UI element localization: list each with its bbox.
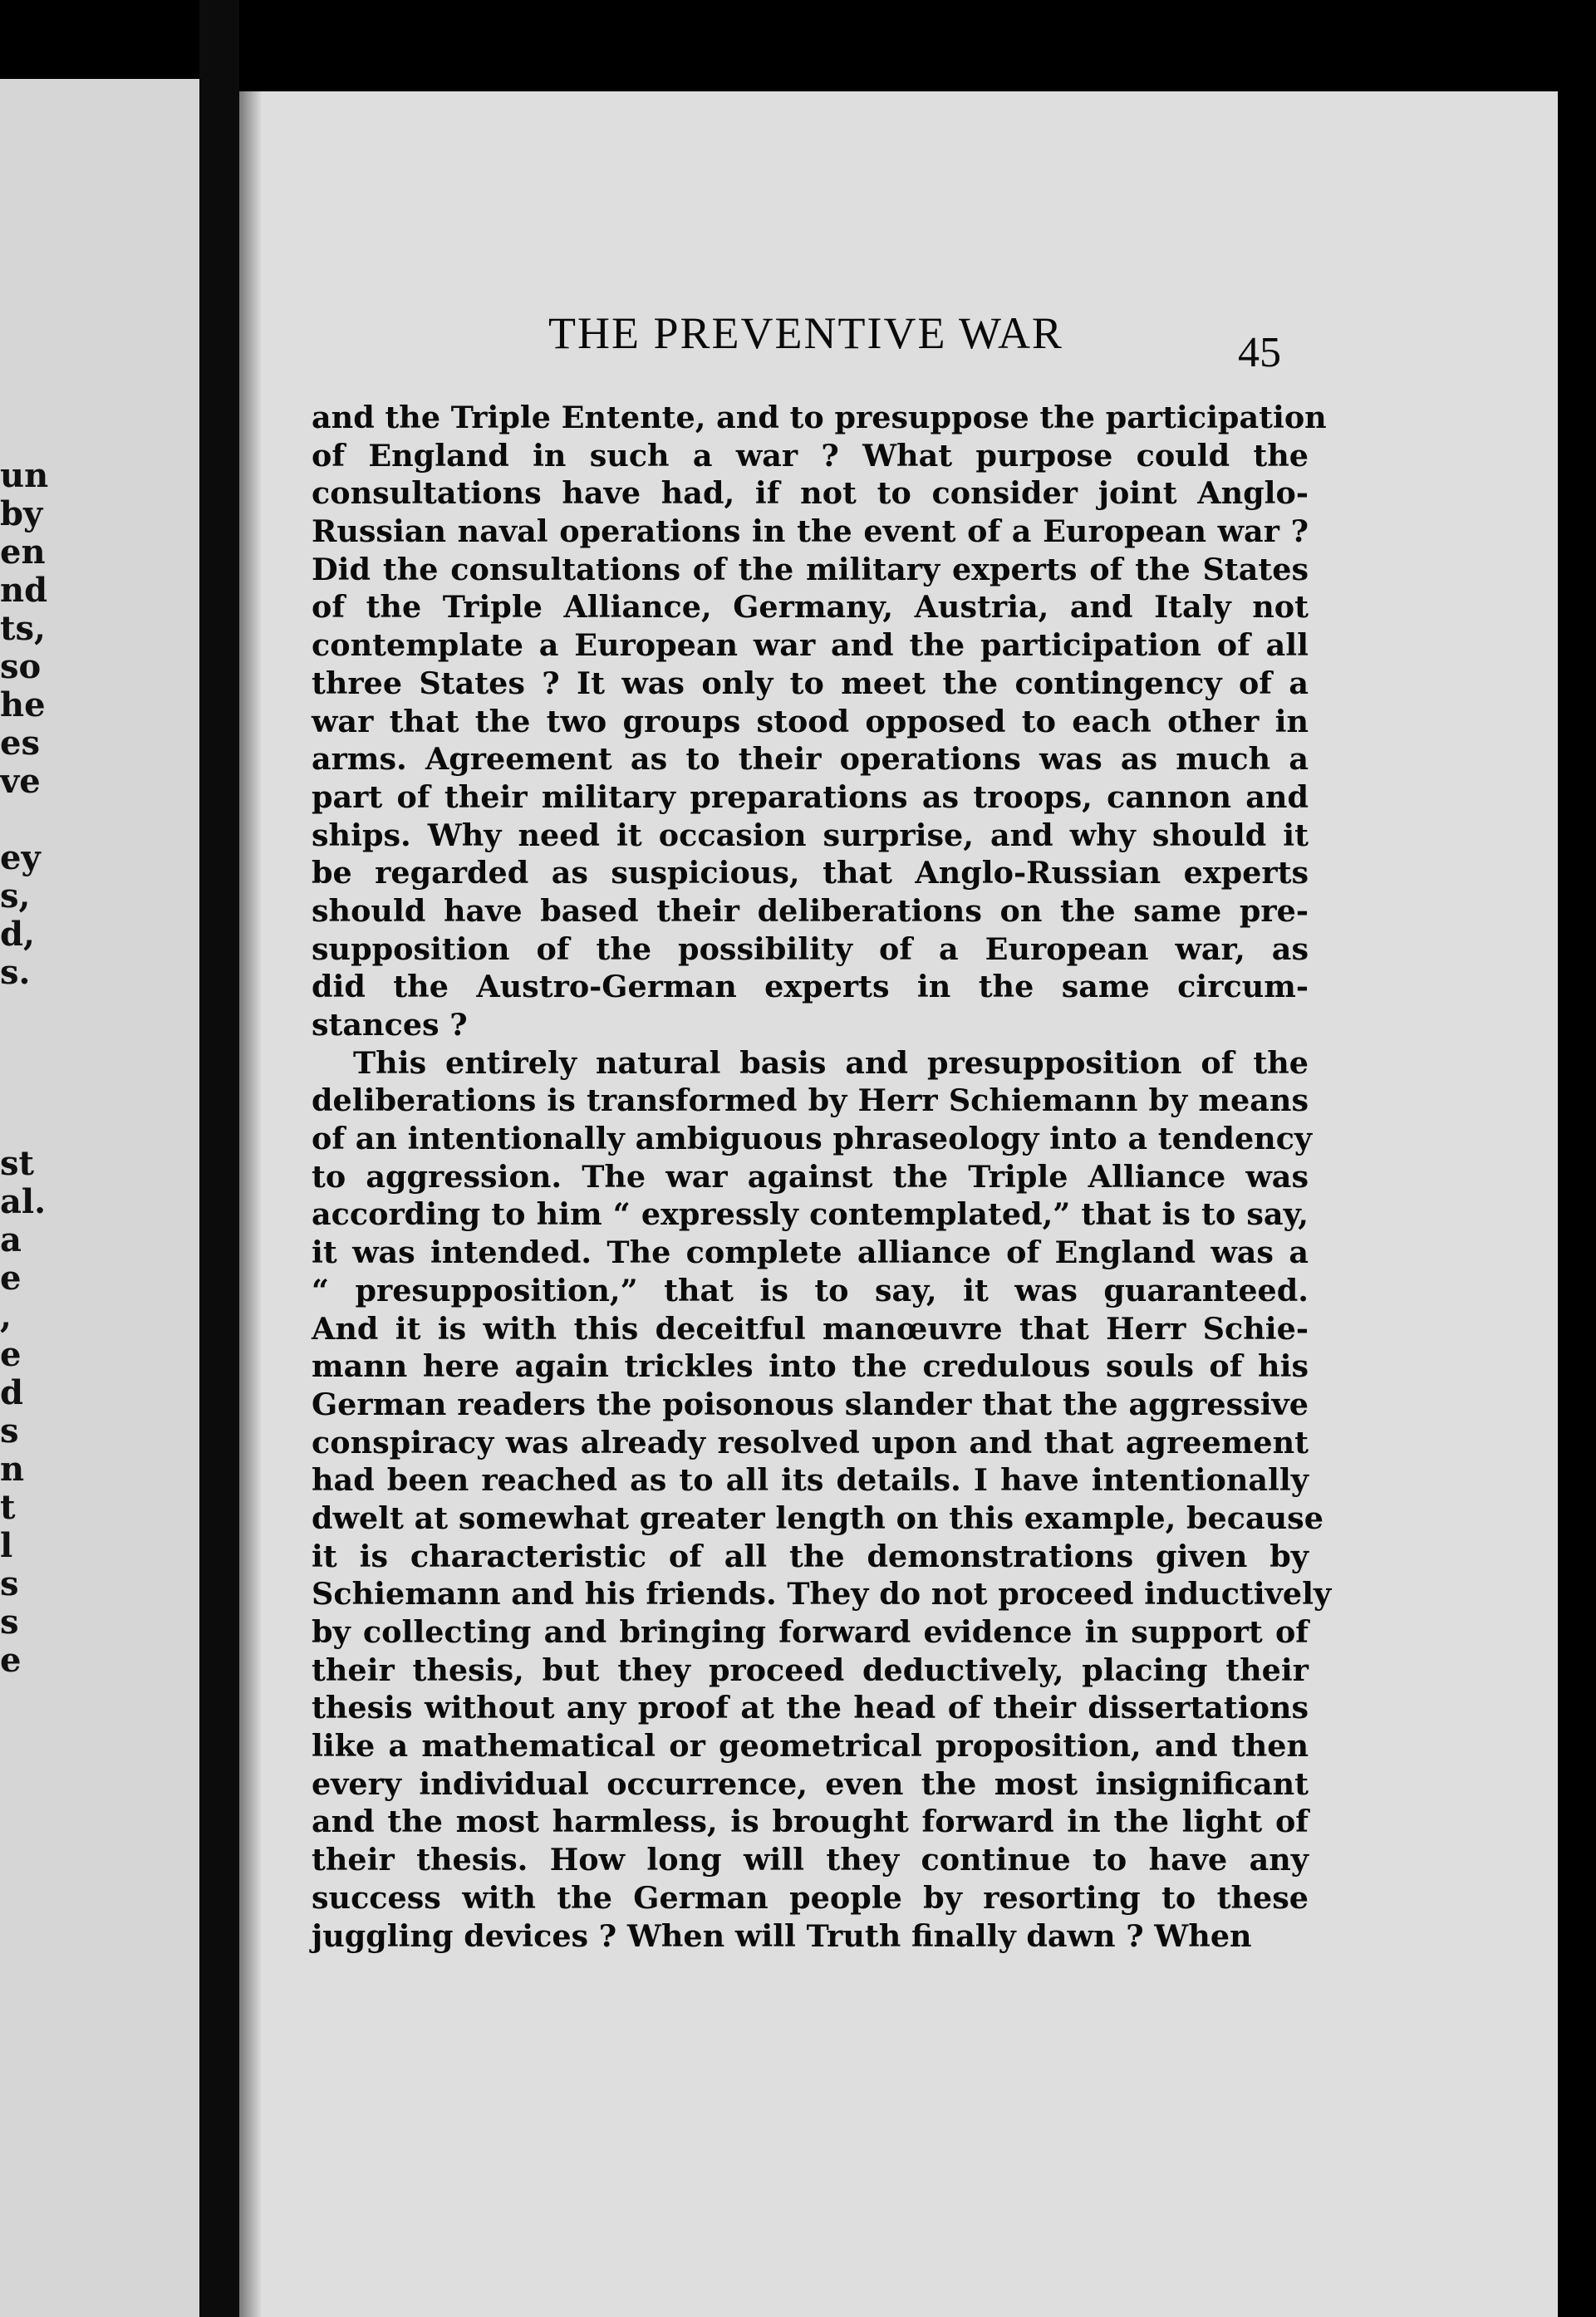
text-line: three States ? It was only to meet the contingency of a xyxy=(312,665,1309,701)
text-line: And it is with this deceitful manœuvre that Herr Schie- xyxy=(312,1310,1309,1347)
left-page-text-fragments xyxy=(0,457,66,1680)
left-page-fragment: t xyxy=(0,1488,16,1527)
text-line: Russian naval operations in the event of a European war ? xyxy=(312,513,1309,550)
text-line: arms. Agreement as to their operations was as much a xyxy=(312,741,1309,778)
left-page-fragment: s xyxy=(0,1603,19,1642)
left-page-fragment: he xyxy=(0,685,46,724)
left-page-fragment: s. xyxy=(0,953,31,992)
text-line: juggling devices ? When will Truth finally dawn ? When xyxy=(312,1917,1252,1954)
text-line: every individual occurrence, even the most insignificant xyxy=(312,1765,1309,1802)
left-page-fragment: l xyxy=(0,1526,13,1565)
left-page-fragment: es xyxy=(0,724,40,763)
left-page-fragment xyxy=(0,801,66,839)
text-line: and the Triple Entente, and to presuppose the participation xyxy=(312,400,1327,435)
left-page-fragment: by xyxy=(0,494,43,533)
text-line: and the most harmless, is brought forward in the light of xyxy=(312,1804,1309,1840)
text-line: stances ? xyxy=(312,1007,468,1043)
left-page-fragment: nd xyxy=(0,571,48,610)
left-page-fragment: ve xyxy=(0,762,41,801)
text-line: to aggression. The war against the Triple Alliance was xyxy=(312,1158,1309,1195)
body-text xyxy=(312,399,1332,1955)
left-page-fragment: e xyxy=(0,1259,22,1298)
page-number: 45 xyxy=(1238,329,1281,376)
text-line: it was intended. The complete alliance of England was a xyxy=(312,1235,1309,1271)
left-page-fragment: a xyxy=(0,1220,22,1259)
text-line: dwelt at somewhat greater length on this example, because xyxy=(312,1500,1323,1536)
text-line: This entirely natural basis and presupposition of the xyxy=(353,1044,1309,1081)
text-line: did the Austro-German experts in the same circum- xyxy=(312,969,1309,1005)
left-page-fragment: ey xyxy=(0,838,41,877)
text-line: it is characteristic of all the demonstrations given by xyxy=(312,1538,1309,1574)
text-line: be regarded as suspicious, that Anglo-Russian experts xyxy=(312,855,1309,891)
left-page-fragment: e xyxy=(0,1335,22,1374)
text-line: “ presupposition,” that is to say, it was guaranteed. xyxy=(312,1272,1309,1308)
text-line: Did the consultations of the military experts of the States xyxy=(312,551,1309,587)
left-page-fragment: al. xyxy=(0,1182,47,1221)
text-line: Schiemann and his friends. They do not proceed inductively xyxy=(312,1576,1332,1613)
left-page-fragment: , xyxy=(0,1297,12,1336)
text-line: consultations have had, if not to consider joint Anglo- xyxy=(312,475,1309,512)
left-page-fragment: ts, xyxy=(0,609,46,648)
text-line: their thesis, but they proceed deductively, placing their xyxy=(312,1652,1309,1688)
text-line: by collecting and bringing forward evidence in support of xyxy=(312,1614,1309,1650)
text-line: of an intentionally ambiguous phraseology into a tendency xyxy=(312,1121,1313,1157)
text-line: mann here again trickles into the credulous souls of his xyxy=(312,1348,1309,1385)
left-page-fragment: en xyxy=(0,533,46,572)
text-line: contemplate a European war and the participation of all xyxy=(312,627,1309,664)
text-line: like a mathematical or geometrical proposition, and then xyxy=(312,1728,1309,1765)
left-page-fragment: so xyxy=(0,647,42,686)
text-line: supposition of the possibility of a European war, as xyxy=(312,930,1309,967)
text-line: should have based their deliberations on the same pre- xyxy=(312,892,1309,929)
left-page-fragment xyxy=(0,1107,66,1145)
left-page-fragment: s, xyxy=(0,876,31,916)
left-page-fragment xyxy=(0,992,66,1030)
text-line: war that the two groups stood opposed to each other in xyxy=(312,703,1309,739)
text-line: ships. Why need it occasion surprise, and why should it xyxy=(312,817,1309,853)
left-page-fragment: e xyxy=(0,1641,22,1680)
left-page-fragment: s xyxy=(0,1411,19,1451)
text-line: according to him “ expressly contemplated,” that is to say, xyxy=(312,1196,1309,1233)
text-line: success with the German people by resorting to these xyxy=(312,1879,1309,1916)
text-line: deliberations is transformed by Herr Schiemann by means xyxy=(312,1082,1309,1119)
left-page-fragment: d xyxy=(0,1373,23,1412)
left-page-fragment: st xyxy=(0,1144,34,1183)
book-gutter xyxy=(199,0,239,2317)
left-page-fragment xyxy=(0,1068,66,1107)
gutter-shadow xyxy=(239,91,261,2317)
running-header: THE PREVENTIVE WAR xyxy=(548,308,1063,358)
left-page-fragment: n xyxy=(0,1450,25,1489)
left-page-fragment: s xyxy=(0,1564,19,1603)
text-line: part of their military preparations as troops, cannon and xyxy=(312,778,1309,815)
text-line: of England in such a war ? What purpose could the xyxy=(312,437,1309,474)
text-line: their thesis. How long will they continue to have any xyxy=(312,1842,1309,1878)
text-line: thesis without any proof at the head of their dissertations xyxy=(312,1690,1309,1726)
text-line: of the Triple Alliance, Germany, Austria, and Italy not xyxy=(312,589,1309,626)
left-page-fragment: d, xyxy=(0,915,35,954)
left-page-fragment: un xyxy=(0,456,49,495)
left-facing-page xyxy=(0,79,208,2317)
text-line: German readers the poisonous slander that the aggressive xyxy=(312,1386,1309,1422)
text-line: had been reached as to all its details. I have intentionally xyxy=(312,1462,1309,1499)
left-page-fragment xyxy=(0,1030,66,1068)
text-line: conspiracy was already resolved upon and that agreement xyxy=(312,1424,1309,1460)
